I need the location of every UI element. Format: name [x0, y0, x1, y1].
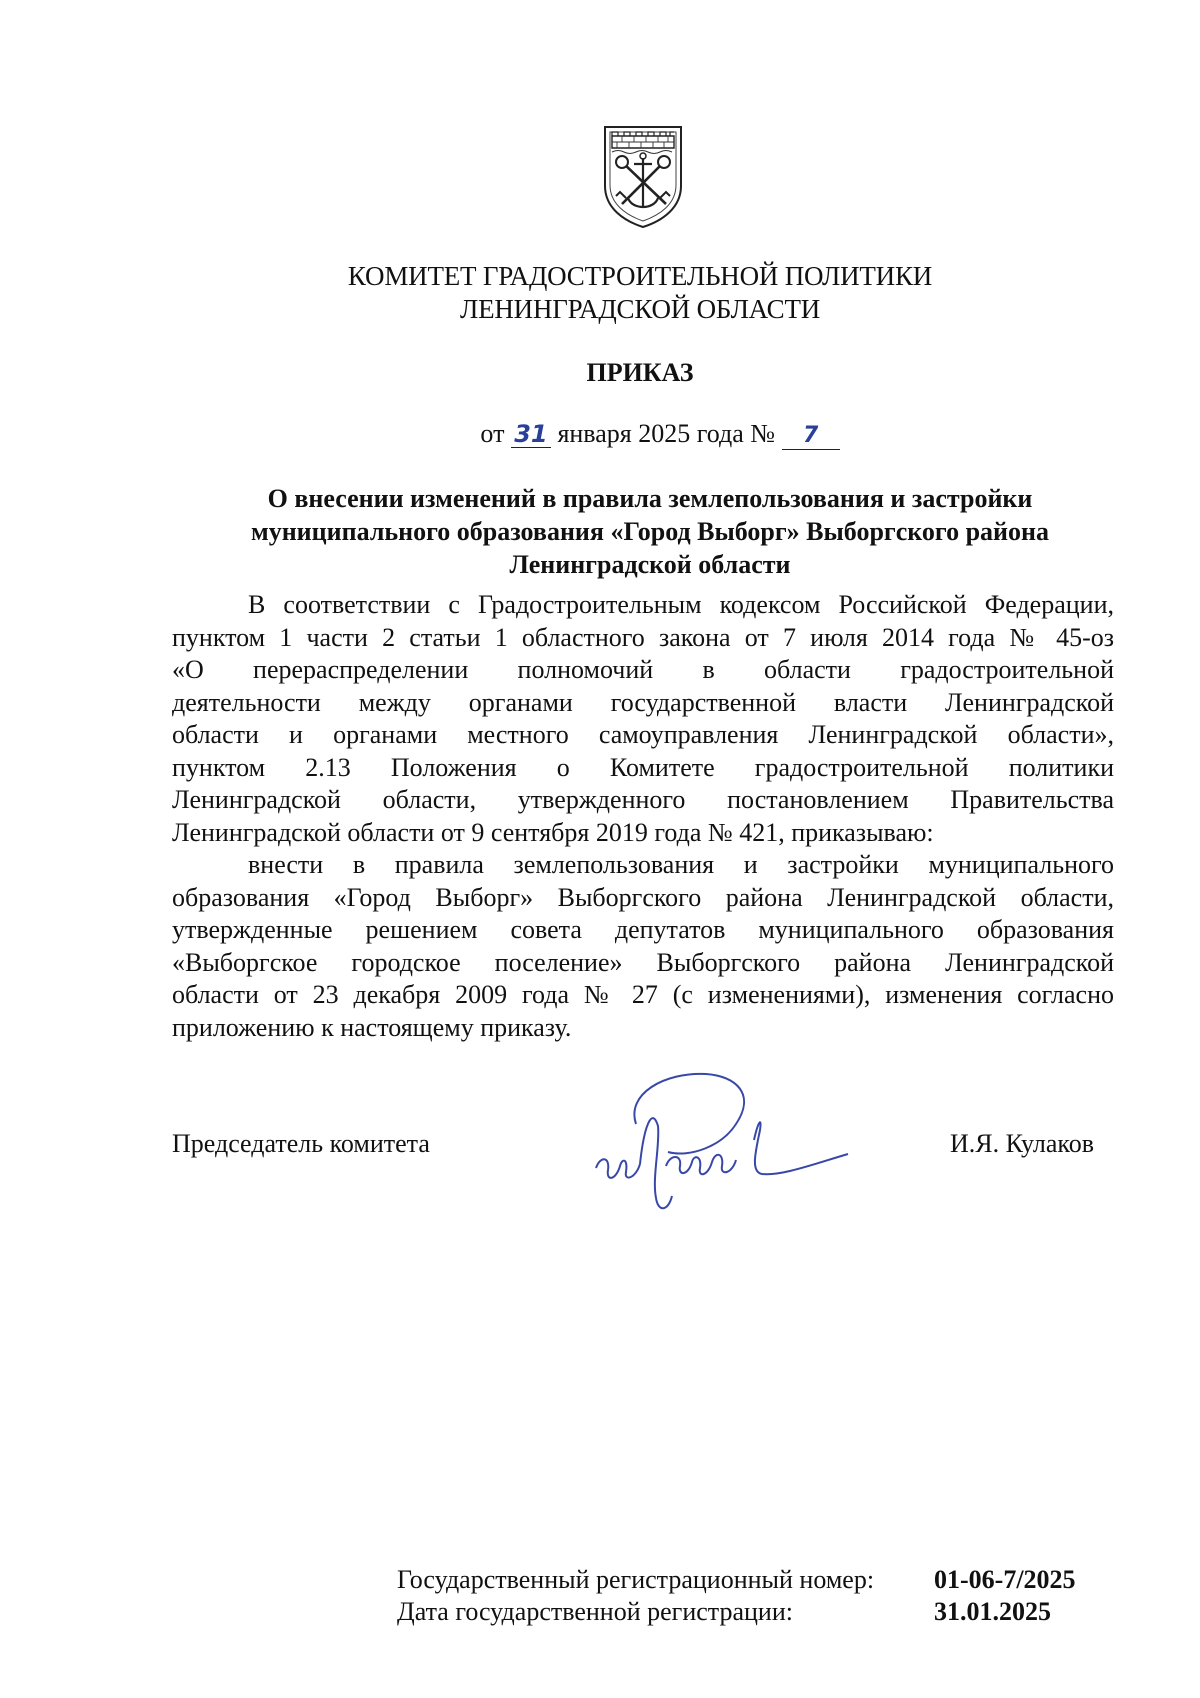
- document-title-line1: О внесении изменений в правила землепользования и застройки: [267, 484, 1033, 513]
- body-line: Ленинградской области от 9 сентября 2019 года № 421, приказываю:: [172, 817, 934, 847]
- date-day-handwritten: 31: [511, 421, 551, 448]
- body-line: Ленинградской области, утвержденного постановлением Правительства: [172, 785, 1114, 814]
- document-number-handwritten: 7: [782, 423, 840, 450]
- handwritten-signature-icon: [586, 1066, 876, 1226]
- document-type: ПРИКАЗ: [586, 358, 694, 387]
- signatory-name: И.Я. Кулаков: [950, 1129, 1094, 1158]
- body-line: области и органами местного самоуправления Ленинградской области»,: [172, 720, 1114, 749]
- registration-date-label: Дата государственной регистрации:: [397, 1597, 793, 1626]
- signatory-position: Председатель комитета: [172, 1129, 430, 1158]
- body-line: пунктом 1 части 2 статьи 1 областного закона от 7 июля 2014 года № 45-оз: [172, 622, 1114, 652]
- date-text: января 2025 года №: [557, 419, 776, 448]
- body-line: деятельности между органами государственной власти Ленинградской: [172, 687, 1114, 717]
- body-line: «О перераспределении полномочий в области градостроительной: [172, 655, 1114, 684]
- registration-date-value: 31.01.2025: [934, 1597, 1051, 1626]
- body-line: «Выборгское городское поселение» Выборгского района Ленинградской: [172, 947, 1114, 977]
- body-line: внести в правила землепользования и застройки муниципального: [248, 850, 1114, 879]
- coat-of-arms-icon: [602, 124, 684, 230]
- body-line: образования «Город Выборг» Выборгского района Ленинградской области,: [172, 882, 1114, 912]
- document-title-line2: муниципального образования «Город Выборг» Выборгского района: [250, 517, 1049, 546]
- body-line: пунктом 2.13 Положения о Комитете градостроительной политики: [172, 752, 1114, 782]
- organization-name-line1: КОМИТЕТ ГРАДОСТРОИТЕЛЬНОЙ ПОЛИТИКИ: [347, 261, 933, 291]
- body-line: В соответствии с Градостроительным кодексом Российской Федерации,: [248, 590, 1114, 619]
- body-line: приложению к настоящему приказу.: [172, 1012, 572, 1042]
- registration-number-value: 01-06-7/2025: [934, 1565, 1076, 1594]
- document-title-line3: Ленинградской области: [509, 550, 791, 579]
- body-line: утвержденные решением совета депутатов муниципального образования: [172, 915, 1114, 944]
- body-line: области от 23 декабря 2009 года № 27 (с изменениями), изменения согласно: [172, 980, 1114, 1009]
- registration-number-label: Государственный регистрационный номер:: [397, 1565, 875, 1594]
- organization-name-line2: ЛЕНИНГРАДСКОЙ ОБЛАСТИ: [459, 294, 821, 324]
- document-date-line: [420, 418, 900, 450]
- date-prefix: от: [480, 419, 505, 448]
